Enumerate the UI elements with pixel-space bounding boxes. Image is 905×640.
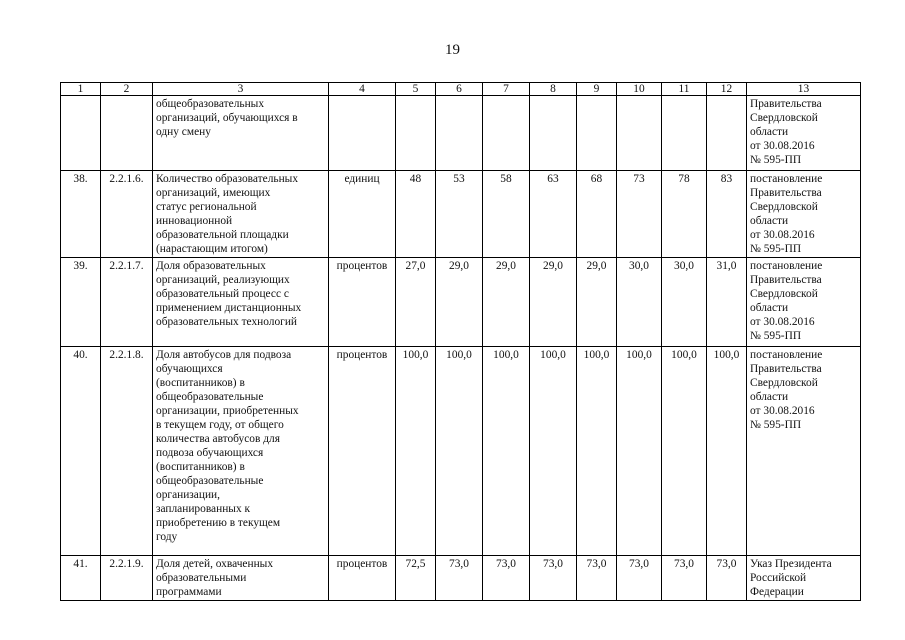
unit-of-measure: процентов xyxy=(329,258,396,347)
indicator-name-line: подвоза обучающихся xyxy=(156,447,264,459)
indicator-name-line: общеобразовательных xyxy=(156,98,265,110)
year-value: 73,0 xyxy=(577,556,617,601)
basis-document-line: области xyxy=(750,215,789,227)
basis-document-line: от 30.08.2016 xyxy=(750,140,815,152)
unit-of-measure: процентов xyxy=(329,556,396,601)
table-row xyxy=(61,556,861,601)
column-header: 6 xyxy=(436,83,483,96)
year-value: 78 xyxy=(662,171,707,258)
indicator-code: 2.2.1.6. xyxy=(101,171,153,258)
indicator-name-line: применением дистанционных xyxy=(156,302,302,314)
basis-document xyxy=(747,171,861,258)
year-value: 29,0 xyxy=(483,258,530,347)
table-row xyxy=(61,96,861,171)
basis-document-line: Свердловской xyxy=(750,112,818,124)
basis-document-line: № 595-ПП xyxy=(750,154,802,166)
basis-document-line: постановление xyxy=(750,173,823,185)
indicator-name-line: (воспитанников) в xyxy=(156,377,245,389)
year-value: 100,0 xyxy=(483,347,530,556)
year-value: 73,0 xyxy=(707,556,747,601)
indicator-code xyxy=(101,96,153,171)
indicator-name-line: образовательными xyxy=(156,572,247,584)
row-number: 38. xyxy=(61,171,101,258)
basis-document-line: области xyxy=(750,126,789,138)
indicator-name-line: образовательный процесс с xyxy=(156,288,289,300)
indicator-name-line: организаций, реализующих xyxy=(156,274,290,286)
year-value: 73,0 xyxy=(617,556,662,601)
indicator-code: 2.2.1.8. xyxy=(101,347,153,556)
year-value: 29,0 xyxy=(436,258,483,347)
year-value: 100,0 xyxy=(662,347,707,556)
indicator-name-line: организаций, обучающихся в xyxy=(156,112,298,124)
basis-document-line: от 30.08.2016 xyxy=(750,405,815,417)
table-row xyxy=(61,258,861,347)
indicator-name-line: программами xyxy=(156,586,222,598)
column-header: 9 xyxy=(577,83,617,96)
indicator-name-line: организации, xyxy=(156,489,220,501)
basis-document-line: области xyxy=(750,391,789,403)
row-number: 41. xyxy=(61,556,101,601)
basis-document-line: от 30.08.2016 xyxy=(750,229,815,241)
indicator-name-line: одну смену xyxy=(156,126,211,138)
year-value: 29,0 xyxy=(530,258,577,347)
basis-document xyxy=(747,96,861,171)
column-header: 5 xyxy=(396,83,436,96)
year-value: 63 xyxy=(530,171,577,258)
indicator-name-line: образовательных технологий xyxy=(156,316,298,328)
year-value: 100,0 xyxy=(707,347,747,556)
basis-document-line: Российской xyxy=(750,572,807,584)
indicator-name xyxy=(153,347,329,556)
table-row xyxy=(61,171,861,258)
year-value: 73 xyxy=(617,171,662,258)
indicator-name-line: обучающихся xyxy=(156,363,223,375)
year-value: 100,0 xyxy=(530,347,577,556)
basis-document-line: области xyxy=(750,302,789,314)
indicator-name-line: общеобразовательные xyxy=(156,391,264,403)
basis-document-line: от 30.08.2016 xyxy=(750,316,815,328)
year-value: 58 xyxy=(483,171,530,258)
year-value: 73,0 xyxy=(662,556,707,601)
year-value xyxy=(577,96,617,171)
row-number: 39. xyxy=(61,258,101,347)
basis-document-line: № 595-ПП xyxy=(750,243,802,255)
year-value xyxy=(662,96,707,171)
column-header: 12 xyxy=(707,83,747,96)
indicator-name-line: инновационной xyxy=(156,215,233,227)
indicator-name-line: году xyxy=(156,531,178,543)
column-header: 10 xyxy=(617,83,662,96)
year-value: 100,0 xyxy=(396,347,436,556)
basis-document-line: № 595-ПП xyxy=(750,330,802,342)
year-value xyxy=(707,96,747,171)
year-value: 68 xyxy=(577,171,617,258)
column-header: 2 xyxy=(101,83,153,96)
indicators-table xyxy=(60,82,861,601)
year-value: 73,0 xyxy=(530,556,577,601)
basis-document-line: № 595-ПП xyxy=(750,419,802,431)
basis-document-line: Свердловской xyxy=(750,288,818,300)
basis-document-line: Свердловской xyxy=(750,377,818,389)
year-value: 100,0 xyxy=(617,347,662,556)
year-value: 72,5 xyxy=(396,556,436,601)
year-value: 30,0 xyxy=(662,258,707,347)
column-header: 13 xyxy=(747,83,861,96)
indicator-code: 2.2.1.7. xyxy=(101,258,153,347)
basis-document xyxy=(747,556,861,601)
year-value: 29,0 xyxy=(577,258,617,347)
indicator-name-line: (воспитанников) в xyxy=(156,461,245,473)
indicator-name-line: приобретению в текущем xyxy=(156,517,281,529)
indicator-name-line: в текущем году, от общего xyxy=(156,419,284,431)
indicator-name-line: запланированных к xyxy=(156,503,251,515)
basis-document xyxy=(747,258,861,347)
year-value: 48 xyxy=(396,171,436,258)
basis-document-line: постановление xyxy=(750,349,823,361)
column-header: 4 xyxy=(329,83,396,96)
year-value xyxy=(617,96,662,171)
column-header: 8 xyxy=(530,83,577,96)
unit-of-measure xyxy=(329,96,396,171)
indicator-name xyxy=(153,171,329,258)
column-header: 7 xyxy=(483,83,530,96)
basis-document xyxy=(747,347,861,556)
indicator-name-line: количества автобусов для xyxy=(156,433,280,445)
year-value: 73,0 xyxy=(436,556,483,601)
indicator-name xyxy=(153,556,329,601)
indicator-name-line: Доля детей, охваченных xyxy=(156,558,274,570)
year-value: 30,0 xyxy=(617,258,662,347)
table-row xyxy=(61,347,861,556)
indicator-name-line: Доля автобусов для подвоза xyxy=(156,349,292,361)
indicator-name-line: Доля образовательных xyxy=(156,260,266,272)
column-header: 1 xyxy=(61,83,101,96)
year-value xyxy=(483,96,530,171)
year-value: 31,0 xyxy=(707,258,747,347)
unit-of-measure: единиц xyxy=(329,171,396,258)
year-value: 100,0 xyxy=(577,347,617,556)
year-value: 83 xyxy=(707,171,747,258)
indicator-name xyxy=(153,258,329,347)
basis-document-line: Федерации xyxy=(750,586,804,598)
indicator-name-line: образовательной площадки xyxy=(156,229,289,241)
basis-document-line: Правительства xyxy=(750,187,822,199)
year-value: 73,0 xyxy=(483,556,530,601)
year-value: 53 xyxy=(436,171,483,258)
year-value xyxy=(530,96,577,171)
indicator-name-line: общеобразовательные xyxy=(156,475,264,487)
indicator-name-line: организации, приобретенных xyxy=(156,405,299,417)
basis-document-line: Указ Президента xyxy=(750,558,832,570)
year-value xyxy=(396,96,436,171)
year-value: 27,0 xyxy=(396,258,436,347)
basis-document-line: Правительства xyxy=(750,98,822,110)
basis-document-line: Правительства xyxy=(750,363,822,375)
unit-of-measure: процентов xyxy=(329,347,396,556)
column-header: 11 xyxy=(662,83,707,96)
indicator-name-line: Количество образовательных xyxy=(156,173,299,185)
indicator-name-line: организаций, имеющих xyxy=(156,187,271,199)
year-value: 100,0 xyxy=(436,347,483,556)
page-number: 19 xyxy=(445,42,460,58)
row-number: 40. xyxy=(61,347,101,556)
basis-document-line: Правительства xyxy=(750,274,822,286)
table-header-row xyxy=(61,83,861,96)
basis-document-line: постановление xyxy=(750,260,823,272)
year-value xyxy=(436,96,483,171)
column-header: 3 xyxy=(153,83,329,96)
basis-document-line: Свердловской xyxy=(750,201,818,213)
indicator-code: 2.2.1.9. xyxy=(101,556,153,601)
indicator-name-line: (нарастающим итогом) xyxy=(156,243,268,255)
indicator-name xyxy=(153,96,329,171)
row-number xyxy=(61,96,101,171)
indicator-name-line: статус региональной xyxy=(156,201,257,213)
